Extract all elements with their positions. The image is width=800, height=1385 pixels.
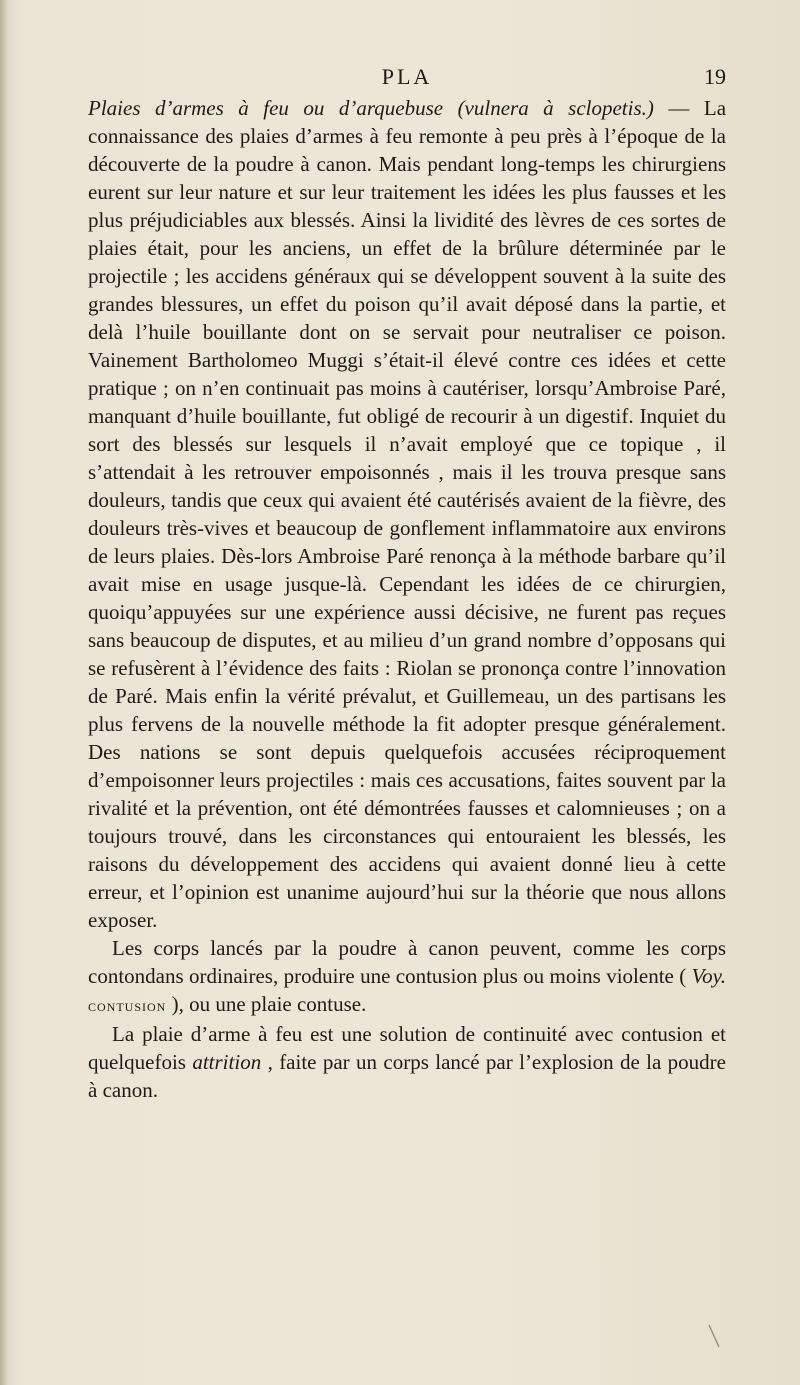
heading-dash: —	[653, 96, 704, 120]
binding-shadow	[0, 0, 8, 1385]
paragraph-1	[88, 94, 726, 934]
page-number: 19	[704, 64, 726, 89]
paragraph-2-text-a: Les corps lancés par la poudre à canon peuvent, comme les corps contondans ordinaires, produire une contusion plus ou moins violente (	[88, 936, 726, 988]
article-body	[88, 94, 726, 1104]
article-heading: Plaies d’armes à feu ou d’arquebuse	[88, 96, 444, 120]
paragraph-3-text-a: La plaie d’arme à feu est une solution de continuité avec contusion et quelquefois	[88, 1022, 726, 1074]
latin-term: (vulnera à sclopetis.)	[457, 96, 654, 120]
running-head-title: PLA	[381, 64, 433, 89]
voy-abbrev: Voy.	[691, 964, 726, 988]
paragraph-3-text-b: , faite par un corps lancé par l’explosion de la poudre à canon.	[88, 1050, 726, 1102]
pencil-mark	[708, 1324, 720, 1348]
paragraph-2	[88, 934, 726, 1020]
paragraph-3	[88, 1020, 726, 1104]
paragraph-2-text-b: ), ou une plaie contuse.	[166, 992, 367, 1016]
running-head	[88, 64, 726, 94]
paragraph-1-text: La connaissance des plaies d’armes à feu remonte à peu près à l’époque de la découverte de la poudre à canon. Mais pendant long-temps les chirurgiens eurent sur leur nature et sur leur traitement les idées les plus fausses et les plus préjudiciables aux blessés. Ainsi la lividité des lèvres de ces sortes de plaies était, pour les anciens, un effet de la brûlure déterminée par le projectile ; les accidens généraux qui se développent souvent à la suite des grandes blessures, un effet du poison qu’il avait déposé dans la partie, et delà l’huile bouillante dont on se servait pour neutraliser ce poison. Vainement Bartholomeo Muggi s’était-il élevé contre ces idées et cette pratique ; on n’en continuait pas moins à cautériser, lorsqu’Ambroise Paré, manquant d’huile bouillante, fut obligé de recourir à un digestif. Inquiet du sort des blessés sur lesquels il n’avait employé que ce topique , il s’attendait à les retrouver empoisonnés , mais il les trouva presque sans douleurs, tandis que ceux qui avaient été cautérisés avaient de la fièvre, des douleurs très-vives et beaucoup de gonflement inflammatoire aux environs de leurs plaies. Dès-lors Ambroise Paré renonça à la méthode barbare qu’il avait mise en usage jusque-là. Cependant les idées de ce chirurgien, quoiqu’appuyées sur une expérience aussi décisive, ne furent pas reçues sans beaucoup de disputes, et au milieu d’un grand nombre d’opposans qui se refusèrent à l’évidence des faits : Riolan se prononça contre l’innovation de Paré. Mais enfin la vérité prévalut, et Guillemeau, un des partisans les plus fervens de la nouvelle méthode la fit adopter presque généralement. Des nations se sont depuis quelquefois accusées réciproquement d’empoisonner leurs projectiles : mais ces accusations, faites souvent par la rivalité et la prévention, ont été démontrées fausses et calomnieuses ; on a toujours trouvé, dans les circonstances qui entouraient les blessés, les raisons du développement des accidens qui avaient donné lieu à cette erreur, et l’opinion est unanime aujourd’hui sur la théorie que nous allons exposer.	[88, 96, 727, 932]
cross-reference-contusion: contusion	[88, 996, 167, 1015]
term-attrition: attrition	[192, 1050, 262, 1074]
